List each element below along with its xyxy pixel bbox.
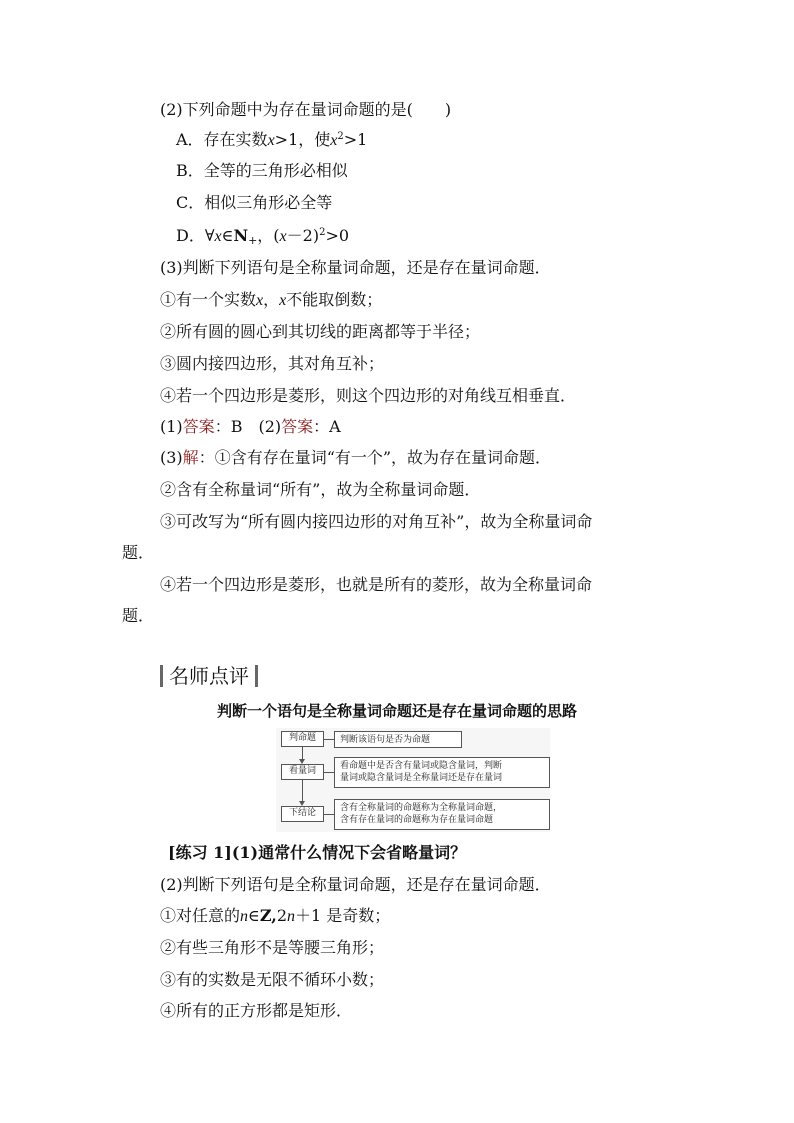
solution-text-1: ：①含有存在量词“有一个”，故为存在量词命题． bbox=[198, 448, 552, 467]
option-a-exponent: 2 bbox=[337, 131, 344, 142]
solution-line-4-cont: 题． bbox=[122, 606, 155, 625]
option-d-var-x: x bbox=[214, 228, 222, 245]
flow-step-3-label: 下结论 bbox=[288, 808, 316, 818]
option-d-mid: ，( bbox=[257, 226, 280, 245]
q3-item-1-tail: 不能取倒数； bbox=[286, 290, 383, 309]
flow-desc-3-line-1: 含有全称量词的命题称为全称量词命题， bbox=[340, 803, 503, 813]
exercise-item-1-prefix: ①对任意的 bbox=[160, 906, 241, 925]
tips-subheading: 判断一个语句是全称量词命题还是存在量词命题的思路 bbox=[216, 702, 577, 720]
solution-line-4: ④若一个四边形是菱形，也就是所有的菱形，故为全称量词命 bbox=[160, 575, 593, 594]
option-d-tail: >0 bbox=[325, 226, 350, 245]
exercise-item-1-var-n2: n bbox=[287, 908, 296, 925]
answer-1-word: 答案 bbox=[182, 417, 215, 436]
flow-connector-1 bbox=[302, 747, 303, 759]
exercise-item-1-var-n: n bbox=[240, 908, 249, 925]
exercise-item-1-mid: 2 bbox=[276, 906, 288, 925]
q3-item-1-prefix: ①有一个实数 bbox=[160, 290, 257, 309]
tips-heading-text: 名师点评 bbox=[169, 664, 249, 688]
exercise-item-1-in: ∈ bbox=[248, 906, 260, 925]
question-2-stem: (2)下列命题中为存在量词命题的是( ) bbox=[160, 100, 452, 119]
option-d bbox=[176, 226, 349, 247]
flow-desc-2-line-2: 量词或隐含量词是全称量词还是存在量词 bbox=[340, 773, 503, 783]
answer-1-value: ：B (2) bbox=[214, 417, 282, 436]
option-d-minus: －2) bbox=[286, 226, 320, 245]
flow-arrow-1 bbox=[299, 759, 305, 764]
option-d-var-x2: x bbox=[279, 228, 287, 245]
q3-item-1-var-x: x bbox=[256, 292, 264, 309]
flow-desc-2-line-1: 看命题中是否含有量词或隐含量词，判断 bbox=[340, 761, 503, 771]
solution-label: (3) bbox=[160, 448, 183, 467]
flow-desc-2 bbox=[334, 757, 550, 788]
exercise-item-1-tail: ＋1 是奇数； bbox=[295, 906, 391, 925]
answers-line bbox=[160, 417, 341, 437]
question-3-item-2: ②所有圆的圆心到其切线的距离都等于半径； bbox=[160, 322, 481, 341]
solution-line-3-cont: 题． bbox=[122, 543, 155, 562]
question-3-stem: (3)判断下列语句是全称量词命题，还是存在量词命题． bbox=[160, 258, 551, 277]
q3-item-1-comma: ， bbox=[263, 290, 280, 309]
solution-line-1 bbox=[160, 448, 551, 468]
flow-step-1 bbox=[281, 731, 324, 747]
exercise-item-2: ②有些三角形不是等腰三角形； bbox=[160, 938, 385, 957]
option-d-set-sub: + bbox=[248, 234, 258, 247]
question-3-item-1 bbox=[160, 290, 382, 311]
flow-step-2 bbox=[281, 764, 324, 780]
exercise-title: [练习 1](1)通常什么情况下会省略量词？ bbox=[168, 843, 467, 862]
answer-1-label: (1) bbox=[160, 417, 183, 436]
option-c: C．相似三角形必全等 bbox=[176, 193, 333, 212]
exercise-q2: (2)判断下列语句是全称量词命题，还是存在量词命题． bbox=[160, 875, 551, 894]
flow-desc-1-line-1: 判断该语句是否为命题 bbox=[340, 735, 431, 745]
question-3-item-3: ③圆内接四边形，其对角互补； bbox=[160, 354, 385, 373]
heading-bar-right bbox=[255, 665, 258, 687]
exercise-item-1-set: Z, bbox=[259, 906, 277, 925]
flow-link-1 bbox=[324, 739, 334, 740]
option-b: B．全等的三角形必相似 bbox=[176, 161, 348, 180]
flow-link-3 bbox=[324, 814, 334, 815]
flow-step-3 bbox=[281, 806, 324, 822]
flow-step-1-label: 判命题 bbox=[288, 733, 316, 743]
option-d-prefix: D．∀ bbox=[176, 226, 215, 245]
flow-desc-3-line-2: 含有存在量词的命题称为存在量词命题 bbox=[340, 815, 494, 825]
flow-arrow-2 bbox=[299, 801, 305, 806]
flow-diagram bbox=[276, 728, 550, 832]
exercise-item-4: ④所有的正方形都是矩形． bbox=[160, 1001, 353, 1020]
solution-line-3: ③可改写为“所有圆内接四边形的对角互补”，故为全称量词命 bbox=[160, 512, 593, 531]
option-d-exponent: 2 bbox=[319, 227, 326, 238]
flow-desc-3 bbox=[334, 799, 550, 830]
option-a-var-x2: x bbox=[330, 132, 338, 149]
flow-desc-1 bbox=[334, 731, 462, 748]
q3-item-1-var-x2: x bbox=[279, 292, 287, 309]
question-3-item-4: ④若一个四边形是菱形，则这个四边形的对角线互相垂直． bbox=[160, 386, 577, 405]
option-a-var-x: x bbox=[267, 132, 275, 149]
solution-line-2: ②含有全称量词“所有”，故为全称量词命题． bbox=[160, 480, 481, 499]
flow-connector-2 bbox=[302, 780, 303, 801]
option-a-tail: >1 bbox=[343, 130, 368, 149]
answer-2-word: 答案 bbox=[281, 417, 314, 436]
option-a bbox=[176, 130, 367, 151]
tips-heading bbox=[160, 663, 258, 689]
exercise-item-1 bbox=[160, 906, 390, 927]
answer-2-value: ：A bbox=[313, 417, 341, 436]
option-a-prefix: A．存在实数 bbox=[176, 130, 268, 149]
option-d-set: N bbox=[233, 226, 249, 245]
flow-link-2 bbox=[324, 772, 334, 773]
flow-step-2-label: 看量词 bbox=[288, 766, 316, 776]
exercise-item-3: ③有的实数是无限不循环小数； bbox=[160, 970, 385, 989]
option-d-in: ∈ bbox=[221, 226, 234, 245]
option-a-mid: >1，使 bbox=[274, 130, 331, 149]
solution-word: 解 bbox=[182, 448, 199, 467]
